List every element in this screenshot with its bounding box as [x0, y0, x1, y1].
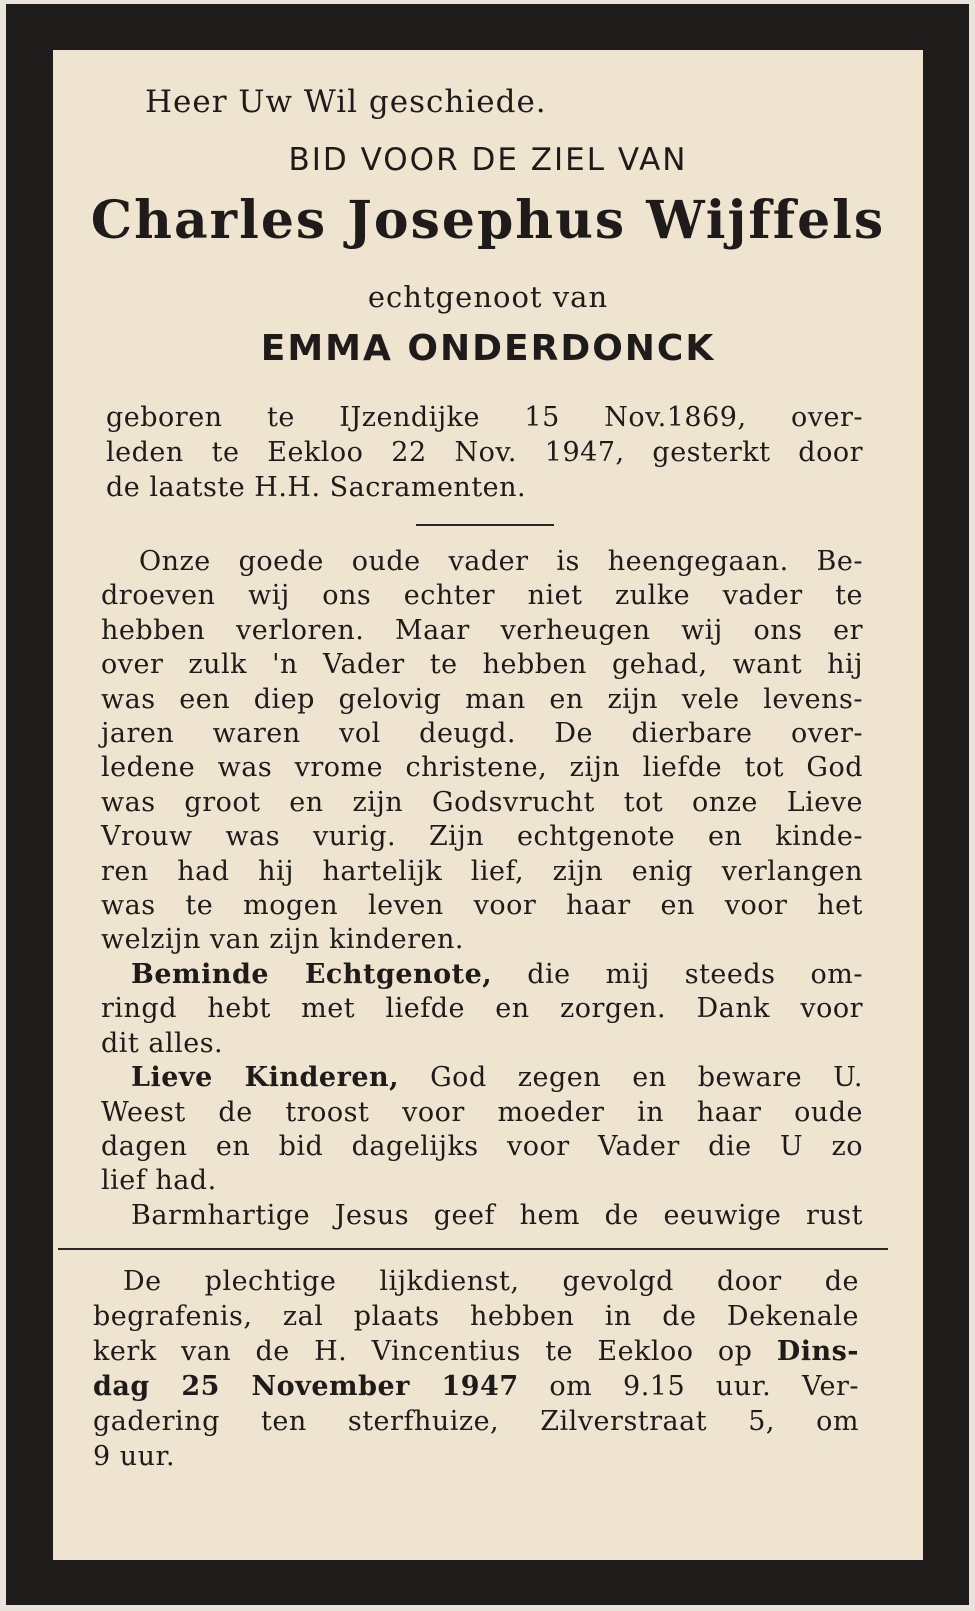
children-address-line: lief had. [101, 1165, 217, 1197]
closing-prayer: Barmhartige Jesus geef hem de eeuwige rust [131, 1199, 863, 1231]
children-address-bold: Lieve Kinderen, [131, 1062, 400, 1094]
divider-long [58, 1248, 888, 1250]
card-content [53, 50, 923, 1560]
funeral-line-normal: kerk van de H. Vincentius te Eekloo op [93, 1336, 777, 1367]
eulogy-text [101, 545, 863, 1233]
eulogy-line: jaren waren vol deugd. De dierbare over- [101, 718, 863, 750]
spouse-address-line: ringd hebt met liefde en zorgen. Dank voor [101, 993, 863, 1025]
spouse-address-bold: Beminde Echtgenote, [131, 958, 493, 990]
spouse-address-line [101, 958, 863, 992]
eulogy-line: ren had hij hartelijk lief, zijn enig verlangen [101, 855, 863, 887]
funeral-notice [93, 1264, 859, 1474]
eulogy-line: hebben verloren. Maar verheugen wij ons er [101, 614, 863, 646]
spouse-address-text: die mij steeds om- [492, 958, 863, 990]
funeral-line-bold: Dins- [776, 1336, 859, 1367]
children-address-line: Weest de troost voor moeder in haar oude [101, 1096, 863, 1128]
eulogy-line: Onze goede oude vader is heengegaan. Be- [139, 546, 863, 577]
children-address-line [101, 1061, 863, 1095]
divider-short [416, 524, 554, 526]
funeral-line: begrafenis, zal plaats hebben in de Dekenale [93, 1301, 859, 1332]
eulogy-line: ledene was vrome christene, zijn liefde tot God [101, 752, 863, 784]
birth-death-text [106, 400, 863, 505]
invocation: Heer Uw Wil geschiede. [145, 84, 547, 120]
birth-line: geboren te IJzendijke 15 Nov.1869, over- [106, 402, 863, 433]
funeral-line [93, 1334, 859, 1369]
eulogy-line: over zulk 'n Vader te hebben gehad, want hij [101, 649, 863, 681]
spouse-address-line: dit alles. [101, 1027, 224, 1059]
birth-line: leden te Eekloo 22 Nov. 1947, gesterkt door [106, 437, 863, 468]
funeral-line [93, 1369, 859, 1404]
eulogy-line: droeven wij ons echter niet zulke vader te [101, 580, 863, 612]
birth-line: de laatste H.H. Sacramenten. [106, 472, 527, 503]
memorial-card [6, 4, 969, 1605]
spouse-label: echtgenoot van [367, 280, 609, 314]
pray-for-heading: BID VOOR DE ZIEL VAN [288, 142, 688, 178]
eulogy-line: was te mogen leven voor haar en voor het [101, 890, 863, 922]
funeral-line: 9 uur. [93, 1441, 176, 1472]
funeral-line-normal: om 9.15 uur. Ver- [518, 1371, 860, 1402]
funeral-line: gadering ten sterfhuize, Zilverstraat 5, om [93, 1406, 859, 1437]
eulogy-line: welzijn van zijn kinderen. [101, 924, 464, 956]
eulogy-line: was groot en zijn Godsvrucht tot onze Lieve [101, 786, 863, 818]
deceased-name: Charles Josephus Wijffels [90, 190, 886, 251]
eulogy-line: was een diep gelovig man en zijn vele levens- [101, 683, 863, 715]
spouse-name: EMMA ONDERDONCK [260, 328, 716, 369]
children-address-text: God zegen en beware U. [399, 1062, 863, 1094]
children-address-line: dagen en bid dagelijks voor Vader die U zo [101, 1130, 863, 1162]
funeral-date-bold: dag 25 November 1947 [93, 1371, 519, 1402]
eulogy-line: Vrouw was vurig. Zijn echtgenote en kinde- [101, 821, 863, 853]
funeral-line: De plechtige lijkdienst, gevolgd door de [123, 1266, 859, 1297]
